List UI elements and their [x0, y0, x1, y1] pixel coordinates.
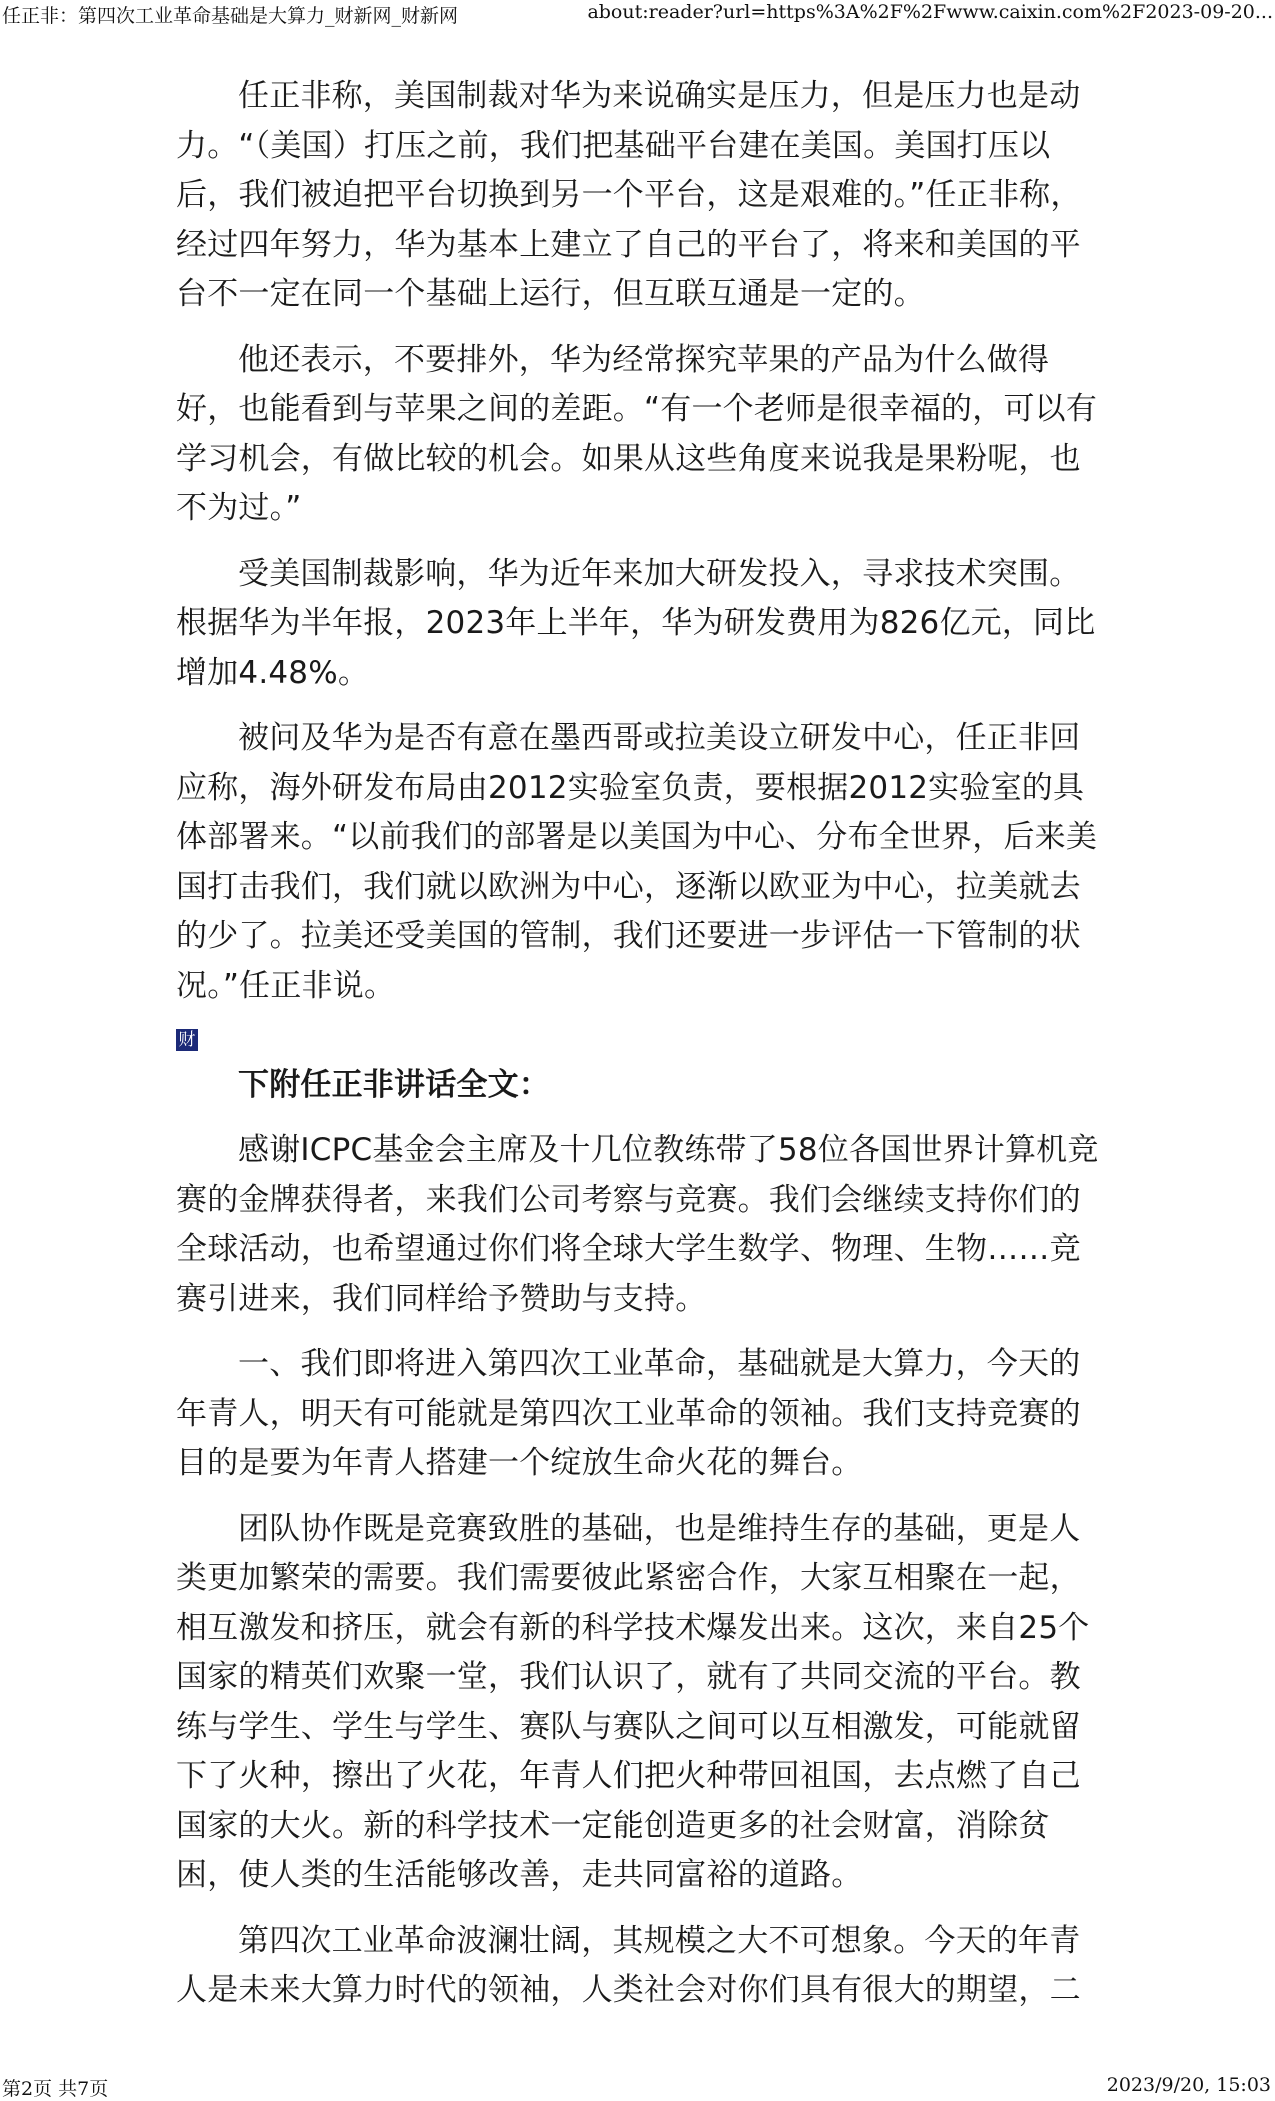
article-body: [176, 72, 1100, 2032]
section-heading: 下附任正非讲话全文：: [238, 1066, 550, 1103]
article-paragraph: 感谢ICPC基金会主席及十几位教练带了58位各国世界计算机竞赛的金牌获得者，来我们公司考察与竞赛。我们会继续支持你们的全球活动，也希望通过你们将全球大学生数学、物理、生物……竞赛引进来，我们同样给予赞助与支持。: [176, 1132, 1099, 1317]
print-header-title: 任正非：第四次工业革命基础是大算力_财新网_财新网: [2, 5, 459, 27]
article-paragraph: 一、我们即将进入第四次工业革命，基础就是大算力，今天的年青人，明天有可能就是第四次工业革命的领袖。我们支持竞赛的目的是要为年青人搭建一个绽放生命火花的舞台。: [176, 1346, 1081, 1481]
article-paragraph: 任正非称，美国制裁对华为来说确实是压力，但是压力也是动力。“（美国）打压之前，我们把基础平台建在美国。美国打压以后，我们被迫把平台切换到另一个平台，这是艰难的。”任正非称，经过四年努力，华为基本上建立了自己的平台了，将来和美国的平台不一定在同一个基础上运行，但互联互通是一定的。: [176, 78, 1082, 312]
caixin-logo-char: 财: [176, 1029, 198, 1051]
print-header: [0, 0, 1275, 26]
print-footer: [0, 2072, 1275, 2098]
article-paragraph: 团队协作既是竞赛致胜的基础，也是维持生存的基础，更是人类更加繁荣的需要。我们需要彼此紧密合作，大家互相聚在一起，相互激发和挤压，就会有新的科学技术爆发出来。这次，来自25个国家的精英们欢聚一堂，我们认识了，就有了共同交流的平台。教练与学生、学生与学生、赛队与赛队之间可以互相激发，可能就留下了火种，擦出了火花，年青人们把火种带回祖国，去点燃了自己国家的大火。新的科学技术一定能创造更多的社会财富，消除贫困，使人类的生活能够改善，走共同富裕的道路。: [176, 1510, 1090, 1893]
article-paragraph: 第四次工业革命波澜壮阔，其规模之大不可想象。今天的年青人是未来大算力时代的领袖，人类社会对你们具有很大的期望，二: [176, 1922, 1081, 2008]
article-paragraph: 被问及华为是否有意在墨西哥或拉美设立研发中心，任正非回应称，海外研发布局由2012实验室负责，要根据2012实验室的具体部署来。“以前我们的部署是以美国为中心、分布全世界，后来美国打击我们，我们就以欧洲为中心，逐渐以欧亚为中心，拉美就去的少了。拉美还受美国的管制，我们还要进一步评估一下管制的状况。”任正非说。: [176, 720, 1098, 1004]
caixin-logo-icon: [176, 1011, 1100, 1061]
article-paragraph: 受美国制裁影响，华为近年来加大研发投入，寻求技术突围。根据华为半年报，2023年上半年，华为研发费用为826亿元，同比增加4.48%。: [176, 555, 1096, 691]
page-number: 第2页 共7页: [2, 2078, 109, 2100]
print-datetime: 2023/9/20, 15:03: [1106, 2074, 1271, 2096]
print-header-url: about:reader?url=https%3A%2F%2Fwww.caixin.com%2F2023-09-20...: [587, 1, 1273, 23]
article-paragraph: 他还表示，不要排外，华为经常探究苹果的产品为什么做得好，也能看到与苹果之间的差距。“有一个老师是很幸福的，可以有学习机会，有做比较的机会。如果从这些角度来说我是果粉呢，也不为过。”: [176, 341, 1098, 526]
